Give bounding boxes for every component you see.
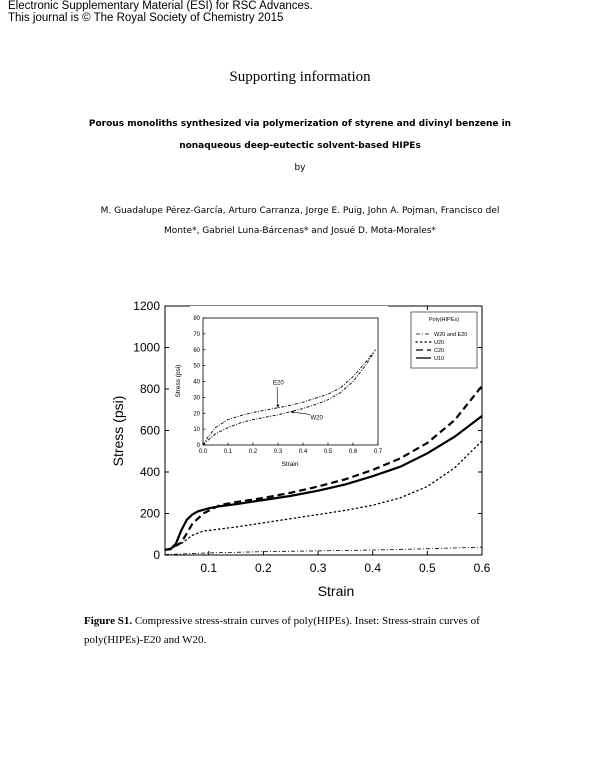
main-y-axis-label: Stress (psi) — [110, 395, 126, 467]
page-heading: Supporting information — [229, 69, 371, 85]
inset-x-tick-label: 0.2 — [248, 449, 258, 455]
inset-y-tick-label: 80 — [193, 316, 200, 322]
paper-title-line-1: Porous monoliths synthesized via polymerization of styrene and divinyl benzene in — [88, 119, 512, 129]
annotation-w20: W20 — [310, 415, 323, 422]
x-tick-label: 0.5 — [419, 561, 436, 575]
figure-caption — [84, 612, 524, 650]
inset-y-tick-label: 30 — [193, 395, 200, 402]
y-tick-label: 1000 — [133, 340, 160, 355]
inset-y-tick-label: 0 — [196, 443, 200, 449]
header-line-2: This journal is © The Royal Society of Chemistry 2015 — [8, 12, 284, 24]
inset-x-tick-label: 0.1 — [223, 449, 233, 455]
inset-x-axis-label: Strain — [281, 461, 299, 468]
x-tick-label: 0.3 — [309, 561, 327, 575]
inset-x-tick-label: 0.7 — [373, 449, 383, 455]
legend-item-label: U20 — [434, 340, 445, 346]
legend-title: Poly(HIPEs) — [429, 317, 459, 323]
authors-line-1: M. Guadalupe Pérez-García, Arturo Carranza, Jorge E. Puig, John A. Pojman, Francisco del — [100, 206, 500, 216]
inset-y-tick-label: 10 — [193, 427, 200, 434]
inset-y-axis-label: Stress (psi) — [175, 364, 182, 398]
inset-y-tick-label: 60 — [193, 347, 200, 354]
inset-y-tick-label: 70 — [193, 331, 200, 338]
x-tick-label: 0.2 — [255, 561, 272, 575]
inset-x-tick-label: 0.3 — [273, 449, 283, 455]
header-line-1: Electronic Supplementary Material (ESI) for RSC Advances. — [8, 0, 313, 12]
inset-y-tick-label: 50 — [193, 363, 200, 370]
paper-title-line-2: nonaqueous deep-eutectic solvent-based HIPEs — [179, 141, 421, 151]
figure-s1 — [0, 290, 600, 610]
inset-x-tick-label: 0.4 — [298, 449, 308, 455]
y-tick-label: 600 — [139, 423, 160, 438]
inset-y-tick-label: 20 — [193, 411, 200, 418]
legend — [411, 312, 477, 368]
inset-x-tick-label: 0.6 — [348, 449, 358, 455]
y-tick-label: 400 — [139, 465, 160, 479]
inset-y-tick-label: 40 — [193, 379, 200, 386]
main-x-axis-label: Strain — [317, 583, 355, 599]
y-tick-label: 200 — [139, 506, 160, 521]
authors-line-2: Monte*, Gabriel Luna-Bárcenas* and Josué D. Mota-Morales* — [164, 226, 436, 236]
by-label: by — [294, 163, 306, 173]
legend-item-label: C20 — [434, 348, 445, 354]
y-tick-label: 0 — [153, 548, 160, 562]
caption-text: Compressive stress-strain curves of poly(HIPEs). Inset: Stress-strain curves of poly(HIPEs)-E20 and W20. — [84, 615, 480, 646]
inset-background — [190, 306, 388, 460]
caption-label: Figure S1. — [84, 615, 133, 627]
y-tick-label: 1200 — [133, 299, 160, 313]
x-tick-label: 0.1 — [200, 561, 218, 575]
x-tick-label: 0.4 — [364, 561, 382, 575]
legend-item-label: U10 — [434, 356, 445, 362]
inset-x-tick-label: 0.5 — [323, 449, 333, 455]
series-w20-and-e20 — [165, 547, 482, 554]
inset-x-tick-label: 0.0 — [198, 449, 208, 455]
x-tick-label: 0.6 — [473, 561, 491, 575]
y-tick-label: 800 — [139, 382, 160, 396]
annotation-e20: E20 — [273, 380, 284, 387]
legend-item-label: W20 and E20 — [434, 332, 468, 338]
